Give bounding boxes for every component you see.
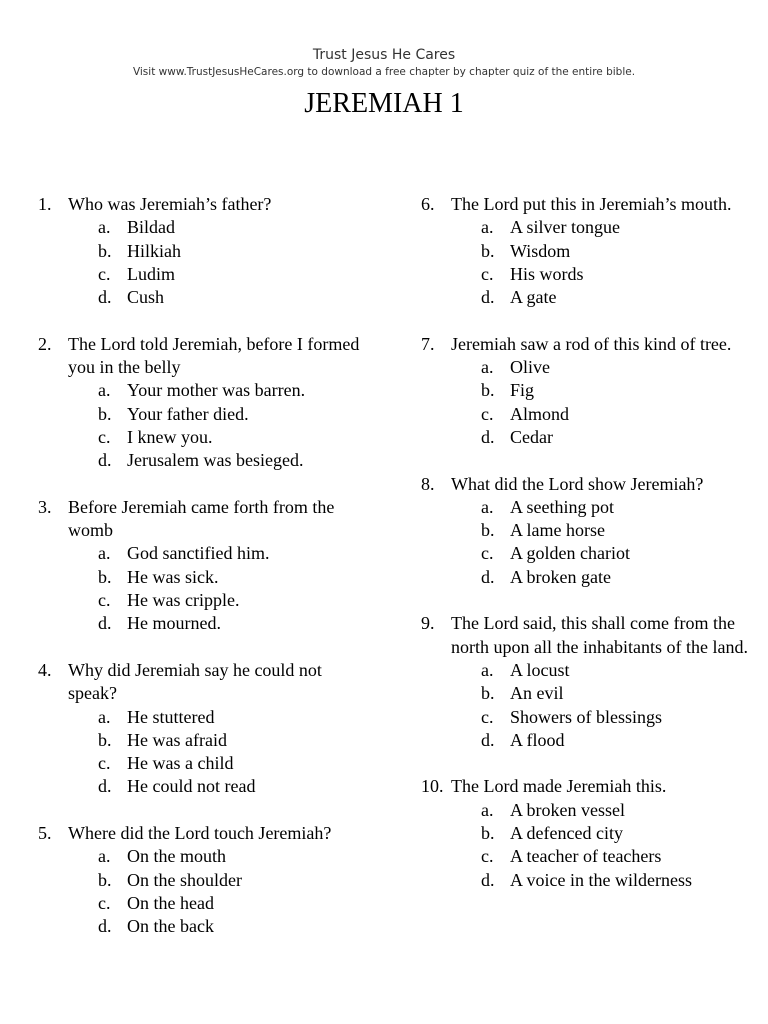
option-a	[38, 379, 368, 402]
option-c	[421, 706, 751, 729]
option-letter: c.	[481, 846, 494, 867]
option-text: A teacher of teachers	[510, 846, 662, 867]
option-text: Your mother was barren.	[127, 380, 306, 401]
question-number: 2.	[38, 333, 52, 354]
option-letter: d.	[481, 869, 495, 890]
option-b	[421, 240, 751, 263]
option-b	[38, 566, 368, 589]
question-7	[421, 333, 751, 449]
option-c	[421, 263, 751, 286]
site-subtitle: Visit www.TrustJesusHeCares.org to download a free chapter by chapter quiz of the entire bible.	[132, 66, 636, 78]
question-number: 9.	[421, 613, 435, 634]
option-text: A voice in the wilderness	[510, 869, 692, 890]
option-text: Hilkiah	[127, 240, 181, 261]
question-text: Why did Jeremiah say he could not speak?	[68, 659, 322, 704]
option-letter: b.	[481, 823, 495, 844]
option-b	[421, 519, 751, 542]
option-c	[38, 752, 368, 775]
option-text: A gate	[510, 287, 557, 308]
option-a	[421, 659, 751, 682]
option-text: Showers of blessings	[510, 706, 662, 727]
option-text: On the mouth	[127, 846, 226, 867]
option-b	[38, 729, 368, 752]
option-text: Fig	[510, 380, 535, 401]
option-letter: d.	[481, 729, 495, 750]
option-text: He was sick.	[127, 566, 219, 587]
option-text: A lame horse	[510, 520, 605, 541]
question-text: The Lord put this in Jeremiah’s mouth.	[451, 194, 732, 214]
option-text: His words	[510, 263, 584, 284]
option-d	[421, 869, 751, 892]
question-number: 8.	[421, 473, 435, 494]
question-text: Jeremiah saw a rod of this kind of tree.	[451, 333, 732, 354]
option-d	[38, 286, 368, 309]
option-letter: a.	[481, 659, 494, 680]
question-2	[38, 333, 368, 473]
option-letter: c.	[98, 590, 111, 611]
option-d	[421, 286, 751, 309]
option-text: He mourned.	[127, 613, 221, 634]
option-letter: a.	[98, 217, 111, 238]
option-a	[38, 706, 368, 729]
option-letter: d.	[98, 916, 112, 937]
option-text: He was afraid	[127, 729, 227, 750]
question-number: 6.	[421, 194, 435, 214]
option-text: A defenced city	[510, 823, 623, 844]
right-column	[421, 193, 751, 915]
option-text: A golden chariot	[510, 543, 630, 564]
option-text: A broken vessel	[510, 799, 625, 820]
site-title: Trust Jesus He Cares	[312, 47, 456, 63]
option-a	[38, 216, 368, 239]
option-letter: d.	[481, 287, 495, 308]
option-letter: a.	[98, 380, 111, 401]
option-letter: d.	[481, 426, 495, 447]
question-text: The Lord told Jeremiah, before I formed you in the belly	[68, 333, 360, 378]
option-text: He was cripple.	[127, 590, 240, 611]
option-d	[421, 566, 751, 589]
option-a	[38, 542, 368, 565]
question-6	[421, 193, 751, 309]
option-letter: a.	[481, 217, 494, 238]
option-letter: a.	[98, 706, 111, 727]
option-letter: d.	[98, 776, 112, 797]
option-text: On the head	[127, 892, 214, 913]
option-letter: a.	[481, 496, 494, 517]
option-text: Almond	[510, 403, 570, 424]
option-text: On the shoulder	[127, 869, 242, 890]
option-text: He could not read	[127, 776, 256, 797]
option-text: I knew you.	[127, 426, 213, 447]
option-letter: a.	[481, 357, 494, 378]
option-letter: c.	[98, 892, 111, 913]
question-1	[38, 193, 368, 309]
option-text: Ludim	[127, 263, 175, 284]
option-letter: a.	[98, 846, 111, 867]
option-text: An evil	[510, 683, 564, 704]
option-text: Jerusalem was besieged.	[127, 450, 304, 471]
question-number: 1.	[38, 194, 52, 214]
option-a	[421, 496, 751, 519]
question-number: 10.	[421, 776, 444, 797]
option-text: Your father died.	[127, 403, 249, 424]
option-text: He stuttered	[127, 706, 215, 727]
option-a	[421, 356, 751, 379]
question-3	[38, 496, 368, 636]
option-letter: c.	[98, 426, 111, 447]
option-d	[421, 729, 751, 752]
option-c	[38, 263, 368, 286]
option-text: Cedar	[510, 426, 553, 447]
option-letter: d.	[98, 450, 112, 471]
option-a	[421, 799, 751, 822]
option-letter: b.	[98, 566, 112, 587]
option-d	[38, 612, 368, 635]
option-letter: a.	[481, 799, 494, 820]
option-c	[38, 589, 368, 612]
question-number: 4.	[38, 659, 52, 680]
question-number: 7.	[421, 333, 435, 354]
question-9	[421, 612, 751, 752]
option-d	[38, 915, 368, 938]
option-text: Cush	[127, 287, 165, 308]
option-c	[421, 542, 751, 565]
question-5	[38, 822, 368, 938]
option-text: God sanctified him.	[127, 543, 270, 564]
option-c	[38, 892, 368, 915]
option-text: Bildad	[127, 217, 175, 238]
question-text: Before Jeremiah came forth from the womb	[68, 496, 335, 541]
option-text: Olive	[510, 357, 550, 378]
option-letter: c.	[98, 263, 111, 284]
option-letter: b.	[98, 240, 112, 261]
question-text: Who was Jeremiah’s father?	[68, 194, 272, 214]
question-text: The Lord made Jeremiah this.	[451, 776, 667, 797]
option-letter: d.	[481, 566, 495, 587]
option-d	[38, 775, 368, 798]
option-a	[421, 216, 751, 239]
question-number: 3.	[38, 496, 52, 517]
left-column	[38, 193, 368, 962]
option-letter: b.	[481, 240, 495, 261]
option-text: A flood	[510, 729, 565, 750]
document-title: JEREMIAH 1	[304, 88, 464, 119]
question-4	[38, 659, 368, 799]
question-10	[421, 775, 751, 891]
option-text: A seething pot	[510, 496, 614, 517]
question-text: The Lord said, this shall come from the north upon all the inhabitants of the land.	[451, 613, 748, 657]
option-d	[421, 426, 751, 449]
option-a	[38, 845, 368, 868]
option-text: A locust	[510, 659, 570, 680]
option-letter: b.	[481, 683, 495, 704]
question-8	[421, 473, 751, 589]
option-b	[421, 379, 751, 402]
option-d	[38, 449, 368, 472]
option-text: A silver tongue	[510, 217, 620, 238]
option-b	[38, 240, 368, 263]
option-b	[38, 403, 368, 426]
option-c	[421, 403, 751, 426]
option-text: A broken gate	[510, 566, 611, 587]
option-letter: b.	[98, 729, 112, 750]
option-text: Wisdom	[510, 240, 571, 261]
option-letter: c.	[481, 706, 494, 727]
option-letter: c.	[481, 263, 494, 284]
option-letter: b.	[98, 869, 112, 890]
question-number: 5.	[38, 823, 52, 844]
option-b	[421, 682, 751, 705]
question-text: Where did the Lord touch Jeremiah?	[68, 823, 332, 844]
option-letter: d.	[98, 287, 112, 308]
option-b	[38, 869, 368, 892]
option-text: On the back	[127, 916, 214, 937]
option-letter: c.	[98, 753, 111, 774]
option-b	[421, 822, 751, 845]
option-letter: c.	[481, 403, 494, 424]
option-letter: c.	[481, 543, 494, 564]
option-c	[38, 426, 368, 449]
option-letter: b.	[481, 380, 495, 401]
option-c	[421, 845, 751, 868]
option-letter: b.	[98, 403, 112, 424]
option-letter: d.	[98, 613, 112, 634]
question-text: What did the Lord show Jeremiah?	[451, 473, 704, 494]
option-text: He was a child	[127, 753, 234, 774]
option-letter: a.	[98, 543, 111, 564]
option-letter: b.	[481, 520, 495, 541]
